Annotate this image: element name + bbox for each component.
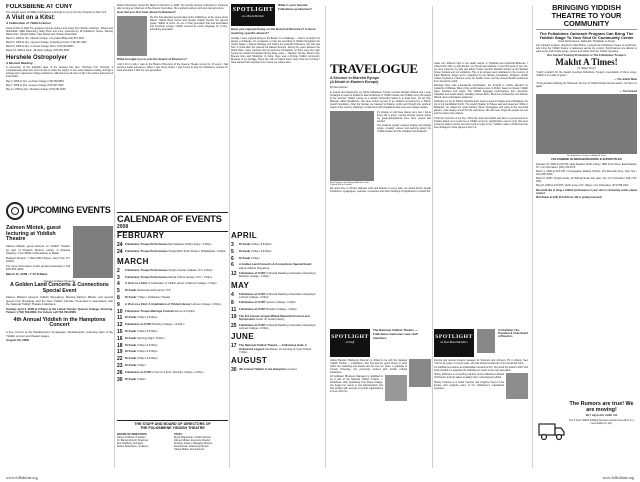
neighborhood-item: March 9, 2008 • Temple Avoda, 10 Hoffman Road, Fair Lawn, NJ • For information: (201) 797-9321 [536,177,637,184]
footer-url-right[interactable]: www.folkshtine.org [602,475,634,480]
travelogue-cont-body3: Following our trip to Poland, Danielle and I spent a week in Prague and at Budapest, the city of my grandfather's birth. The Jewish Quarter in Prague was well preserved. While in Budapest, we visited the great Dohány Street Synagogue and sang at the memorial garden. I was deeply moved by this experience. We will never forget the people we met and the stories they shared. [434,100,528,116]
travelogue-photo [330,111,374,181]
travelogue-cont-body: made very different trips to the death camps of Treblinka and Auschwitz-Birkenau. I visited them with my wife Rachel, her friends and relatives. In the third week of our visit, we were joined by my wife and fellow Troupe member Danielle Gordon at the Warsaw Singer Festival and our workshop. This is an annual event dedicated to the memory of Isaac Bashevis Singer and is organized by the Shalom Foundation. Krakow's Jewish Culture Festival is a famous venue for Jewish music, and the streets fill with performers from around the world. [434,62,528,83]
board-member: Harvey Hoffman, President [117,435,146,439]
kitsl-date: March 12, 2008 at 12pm • Brooklyn College (718) 951-5000 [6,49,70,53]
calendar-entry: 23 Di Kvakr 2:00pm [117,362,146,369]
kitsl-subtitle: A Celebration of Yiddish Humor [6,20,52,25]
calendar-entry: 2 Folksbiene Troupe Performance Temple Ansche, Flatlawn, NJ • 3:00pm [117,267,213,274]
staff-intro: The National Yiddish Theatre — Folksbiene welcomes new staff members. [373,328,419,340]
review-quote-1: "Joyful, ecstatic! For the Jewish American Folksbiene Troupe's presentation of these songs, Yiddish is in a state of grace." [536,71,637,78]
calendar-entry: 18 Di Kvakr 2:00pm & 8:00pm [117,342,158,349]
travelogue-body3: The students greatly enjoyed singing and playing songs, creating scenes and learning about the Yiddish theater and the traditions that shaped it. [377,123,431,133]
moving-announcement [538,402,635,468]
board-intro: Internal and special projects manager for Solomon and Johnson, PC in Albany, New York for six years. In recent years, she has worked as Director of the Fresh Aid Fund. [434,359,528,365]
calendar-entry: 5 Di Kvakr 2:00pm & 8:00pm [231,248,272,255]
outreach-title: BRINGING YIDDISH THEATRE TO YOUR COMMUNITY [551,4,622,28]
calendar-entry: 16 Di Kvakr Opening Night • 8:00pm [117,335,165,342]
travelogue-subtitle: A Klezmer in Mizrekh Eyrope [330,75,380,80]
neighborhood-heading: FOLKSBIENE IN NEIGHBORHOODS & SUPERTITLES [551,157,622,162]
upcoming-events-heading: UPCOMING EVENTS [6,200,113,222]
troupe-photo [536,94,637,154]
calendar-entry: 25 Folksbiene at CUNY A Musical Reading of Hershele Ostropolyer Lehman College • 2:00pm [231,322,316,330]
interview-q1: How did you first hear about Folksbiene? [117,10,176,15]
hershele-date: May 11, 2008 at 2pm • Brooklyn College (718) 951-5000 [6,87,66,91]
staff-bio-2: Jill Goldstein (Business Manager) is delighted to be a part of the National Yiddish Theatre — Folksbiene. After graduating from Ithaca College, she began her career in arts administration and has worked with several non-profit organizations in New York City. [330,375,383,394]
spotlight-new-board-banner: SPOTLIGHT on New Board Members [434,329,474,357]
golden-land-body: Zalmen Mlotek's Queens Yiddish Sing-along. Starring Zalmen Mlotek, and special guests from Broadway and the New Yiddish Chorale. Presented in association with the National Yiddish Theatre-Folksbiene. [6,295,113,307]
calendar-entry: 24 Folksbiene Troupe Performance East Meadow Public Library • 2:00pm [117,242,212,248]
board-member: Dr. Barnett Zumoff, Chairman [117,438,149,442]
queens-presents: Queens College Presents [43,278,76,283]
outreach-heading: The Folksbiene Outreach Program Can Bring The Yiddish Stage To Your Shul Or Community Center [539,30,634,40]
kitsl-body: Jacob & Moe to Dad! The greatest comedy routines and songs from Shelem Aleichem, Shtayn and Shacharitin, Mikkl Rosenberg, Molly Picon and more, presented by Di Folksbiene Troupe. Starring Rachel Tam, Hannah Gilbert, Kate Schaef and Christen Rosenblatt. [6,26,113,36]
calendar-entry: 24 Folksbiene Troupe Performance Temple Beth Torah Sholem, Philadelphia • 3:00pm [117,248,226,255]
kitsl-heading: A Visit on a Kitsl: [6,15,56,22]
column-outreach [536,4,637,470]
month-april: APRIL [231,231,257,240]
column-interview [117,4,228,470]
column-cuny [6,4,113,470]
travelogue-caption: Neal Gelman and Morgan Ahlsted at the Yiddish Ball in Krakow [330,181,369,187]
calendar-entry: 30 4th Annual Yiddish in the Hamptons Concert [231,367,297,374]
staff-member: Kimberly Kasten, Managing Director [174,441,213,445]
moving-body: The 3 level Yiddish building has been sold and we will be in a new location by July. [569,419,634,426]
board-bio-2: Shirley Robinson is a founding member of the Folksbiene's Board of Directors and has taken a leading role in development efforts. [434,373,504,380]
board-member: Eric Goldberg, Secretary [117,441,144,445]
kitsl-date: March 9, 2008 at 2pm • Lehman College, Bronx (718) 960-8833 [6,45,74,49]
travelogue-byline: By Neal Gelman [330,85,348,89]
calendar-entry: 30 Di Kvakr 2:00pm [117,376,146,383]
travelogue-title: TRAVELOGUE [330,61,418,76]
hershele-date: May 7, 2008 at 1pm • Queens College (718) 997-4646 [6,83,64,87]
calendar-entry: 26 Folksbiene at CUNY A Visit on a Kitsl • Brooklyn College • 2:00pm [117,369,204,376]
month-may: MAY [231,280,250,290]
travelogue-cont-body2: Although there was international participation, the Festival is mainly attended by residents of Warsaw. Many of the performances were in Polish, based on classic Yiddish plays, literature and songs. The Yiddish language performances from American, Canadian and Israeli artists, including Joanne Borts, Binyumen Schaechter and Zalmen Mlotek, drew enthusiastic audiences. [434,84,528,100]
column-travelogue [330,4,431,470]
outreach-heading-sub: Great Performances, Nationally, Worldwide, in-house! [558,40,615,44]
board-bio-1: Uri Kaufthal is a partner at a Manhattan investment firm. He joined the board in 2007 and looks forward to expanding the Folksbiene's reach to the next generation. [434,366,528,373]
cuny-title: FOLKSBIENE AT CUNY [6,4,73,10]
spotlight-question: Have you enjoyed being on the Board of Directors? Is there anything specific about it? [231,27,316,35]
outreach-body: Our outreach program, directed by Motl Didner, presents the Folksbiene Troupe of performers, who bring the Yiddish theatre to audiences across the country. Performances are tailored to each venue and include songs, scenes and stories from the Yiddish repertoire. [536,44,637,54]
month-february: FEBRUARY [117,231,165,240]
mlotek-photo [73,226,113,278]
calendar-entry: 8 Folksbiene at CUNY Queens College • 1:00pm [231,300,296,307]
staff-box-subtitle: THE FOLKSBIENE YIDDISH THEATRE [140,425,205,430]
calendar-entry: 5 Di Kvakr Rehearsal performance, NYC [117,288,172,295]
hershele-body: A reinvention of the delightful tales of the beloved folk hero, Hershele from Ostropol, a compassionate joker who uses his wits to outfox the mighty. In this newly adapted reading, through a strange twist, organizers of large institutions, staff and trees all come to life in the stories and panel of local artists. [6,66,113,79]
hershele-subtitle: A Musical Reading [6,60,33,65]
review-source-1: — The Jewish Week [614,78,637,82]
cuny-intro: This popular series of FREE performances is brought to you by the City University of New York. [6,11,107,15]
board-label: BOARD OF DIRECTORS [117,432,147,436]
calendar-entry: 12 Folksbiene at CUNY Brooklyn College • 12:00pm [117,322,185,329]
calendar-entry: 11 Di Kvakr 2:00pm & 8:00pm [117,315,158,322]
travelogue-body2: It's strange to visit these places as a Jew. I felt at times like a ghost, moving through streets where my great-grandparents once lived, prayed and worked. [377,110,431,123]
staff-member: Zalmen Mlotek, Executive Director [174,438,211,442]
neighborhood-item: March 2, 2008 at 3:00 PM • Congregation Rodeph Sholom, 410 Riverside Drive, New York • (212) 867-5300 [536,170,637,177]
calendar-entry: 19 Di Kvakr 2:00pm & 8:00pm [117,349,158,356]
troupe-caption: The Folksbiene Troupe in Makht A Times [566,154,607,157]
golden-land-date: Sunday, April 6, 2008 at 2:00pm at the Lefrak Theater, Queens College, Flushing. Tickets: (718) 793-8080. For tickets call 718-793-8080. [6,306,113,315]
truck-icon [538,420,566,442]
interview-a1: My wife had attended several plays at the Folksbiene, at the venue at the Ratner Yiddish Book Center and speaks Yiddish fluently. My parents spoke Yiddish at home. As one of that generation that was assimilated into American society, Yiddish seemed an exotic language for a forty-something generation. [150,15,228,31]
moving-heading: The Rumors are true! We are moving! [569,401,634,413]
board-member: Robert Rosenblum, Treasurer [117,444,149,448]
staff-member: Dina Rotman, Marketing Director [174,444,209,448]
column-spotlight-calendar [231,4,320,470]
calendar-entry: 9 A Visit on a Kitsl: A Celebration of Yiddish Humor Lehman College • 2:00pm [117,301,222,308]
staff-box-title: THE STAFF AND BOARD OF DIRECTORS OF [134,422,211,426]
travelogue-cont-body4: Of all the moments of our trip, I think the most memorable was when a young woman in Krakow asked us to teach her a Yiddish song her grandmother used to sing. We were excited to share it and to see how much it meant to her. Yiddish is alive in Poland and we feel privileged to have played a part in it. [434,116,528,129]
kitsl-dates [6,37,113,53]
travelogue-body: In August and September my fellow Folksbiene Troupe member Morgan Ahlsted and I were privileged to travel to Poland to lead workshops in Yiddish theatre and Yiddish song. We taught at the summer Yiddish course at a Jewish community based in a small town, not far from Warsaw, called Siedliszcze. We were invited as part of an initiative sponsored by a Polish-Jewish foundation. After the festival, we traveled to Krakow, Lublin and through the southern region of the country, stopping in small towns with populations that once were largely Jewish. [330,90,431,109]
month-august: AUGUST [231,356,268,366]
calendar-entry: 15 Di Kvakr 2:00pm & 8:00pm [117,328,158,335]
outreach-contact: Motl Didner at (212) 213-2120 ext. 202 or [email protected] [536,195,602,199]
staff-member: Chana Mlotek, Development [174,447,205,451]
moving-yiddish: Vu? vayn mir nokh nit. [585,413,618,418]
current-production-title: Makht A Times! [555,56,618,67]
mlotek-body: Zalmen Mlotek, guest lecturer on Yiddish Theatre as part of Rodeph Sholom series: A Musical Tapestry: From Bible to Broadway to Ballet. [6,244,70,255]
calendar-entry: 6 A Golden Land Concerts & Connections Special Event: Zalmen Mlotek Sing-along [231,262,313,270]
current-production-subtitle: (A Yiddish Time!) [577,67,596,71]
staff-member: Bryna Wasserman, Artistic Director [174,435,211,439]
kitsl-date: March 4, 2008 at 7pm • Baruch College, Long Island Bldg (212) 870-4000 [6,36,84,40]
mlotek-date: March 11, 2008 • 7:15-8:30pm [6,271,48,276]
staff-label: STAFF [174,432,183,436]
hamptons-body: A free concert at the Westhampton Synagogue, Westhampton, featuring stars of the Yiddish concert and theater stages. [6,330,113,338]
staff-bio-1: Ashley Bandler (Marketing Director) is thrilled to be with the National Yiddish Theatre — Folksbiene. She has had the good fortune to work within the marketing and theatre arts for over ten years. A graduate of Cornell University, she previously worked with Jewish cultural institutions. [330,359,407,374]
golden-land-heading: A Golden Land Concerts & Connections Special Event [10,282,109,294]
calendar-heading: CALENDAR OF EVENTS 2008 [117,212,228,232]
review-source-2: — The Forward [619,89,637,93]
spotlight-board-banner: SPOTLIGHT on a Board Member [231,4,275,26]
calendar-entry: 4 A Visit on a Kitsl: A Celebration of Yiddish Humor at Baruch College • 7:00pm [117,281,217,288]
mlotek-place: Rodeph Sholom, 7 West 83rd Street, New York, NY 10024 [6,255,70,264]
rosenblum-photo [117,16,147,56]
month-march: MARCH [117,256,149,266]
travelogue-subtitle2: (A Month in Eastern Europe) [330,80,379,85]
review-quote-2: "In the decades following the Holocaust, the loss of Yiddish theatre felt permanent. Yet here it is again." [536,82,637,89]
column-travelogue-cont [434,4,528,470]
interview-intro: Robert Rosenblum joined the Board of Directors in 2005. He recently became Folksbiene's Treasurer after serving as Chairman of the Finance Committee. He is actively raising a rich and visionary future. [117,4,228,10]
mar-list [117,269,228,383]
board-photo-2 [506,373,528,399]
spiral-ornament [6,202,24,220]
interview-q2: What brought you to join the Board of Directors? [117,56,187,61]
travelogue-body4: We spent time in Chmiel, Warsaw, Lodz and Krakow. In every town, we visited former Jewish institutions, synagogues, yeshivas, cemeteries and other buildings of significance to Jewish life. [330,187,431,194]
outreach-closing: We would like to bring a Yiddish performance to your shul or community center, please contact: [536,188,637,195]
staff-photo-1 [409,359,431,387]
neighborhood-item: February 24, 2008 at 2:00 PM • East Meadow Public Library, 1886 Front Street, East Meadow, NY • For information: (516) 794-2570 [536,162,637,169]
calendar-entry: 17 The National Yiddish Theatre — Folksbiene Gala: A Hollywood Legend Carl Reiner: An evening of music Tickets: 7:30pm [231,343,312,355]
calendar-entry: 3 Folksbiene Troupe Performance Ethical Culture Society, NYC • 7:00pm [117,274,213,281]
calendar-entry: 11 Folksbiene at CUNY Brooklyn College • 2:00pm [231,306,297,313]
mlotek-contact: For more information email: [email protected] or call 646-454-3030 [6,263,70,272]
calendar-entry: 12 Folksbiene at CUNY A Musical Reading of Hershele Ostropolyer Brooklyn College • 2:00pm [231,270,316,279]
mlotek-heading: Zalmen Mlotek, guest lecturing at Yiddish Theatre [6,225,61,243]
calendar-entry: 4 Folksbiene at CUNY A Musical Reading of Hershele Ostropolyer Lehman College • 2:00pm [231,291,316,300]
calendar-entry: 22 Di Kvakr 2:00pm & 8:00pm [117,356,158,363]
footer-url-left[interactable]: www.folkshtine.org [6,475,38,480]
calendar-entry: 10 Folksbiene Troupe Marriage Contract Dinner at 6:00pm [117,308,196,315]
month-june: JUNE [231,332,254,342]
feb-list [117,243,228,255]
interview-a2: I did it for my wife; I was on the Board of Directors of the Queens Theatre Center for 15 years. I had previous board experience. When I was newly invited, I was moved to help the Folksbiene continue its work and share it with the next generation. [117,62,228,72]
spotlight-answer: Actually, I have enjoyed being on the Board. It's a challenge — there's no depth, but always a challenge. It's a pleasure to help the spending of Yiddish throughout the United States. I believe Heritage and history are powerful influences. My wife was born in Cuba after her parents left Eastern Europe. During the years between the World Wars, many countries did not welcome immigrants, so there were five main centers for Jewish immigration during those years — Havana, Toronto, Mexico City, Buenos Aires and Shanghai. In Cuba, there was a thriving Yiddish community. Because of my heritage, where the roots of Castro drove many Jews out of Cuba, I have learned how important it is to keep our culture alive. [231,36,320,64]
staff-board-box [117,420,228,470]
favorite-production-box: What is your favorite Folksbiene production? [278,4,313,11]
board-photo-1 [477,329,495,353]
calendar-entry: 8 Di Kvakr 7:30pm • Folksbiene Theater [117,294,171,301]
hamptons-date: August 30, 2008 [6,338,29,343]
kitsl-date: March 5, 2008 at 1pm • Queens College, Kupferberg Center (718) 997-4646 [6,40,87,44]
board-member-1-name: Uri Kaufthal, Vice President & Chair Board of Directors [498,329,528,339]
current-production-label: Our Current Touring Production is The Folksbiene Troupe's [547,53,626,58]
spotlight-staff-banner: SPOTLIGHT on Staff [330,329,370,357]
hamptons-heading: 4th Annual Yiddish in the Hamptons Concert [13,316,106,329]
calendar-entry: 19 The 3rd Annual Joseph Mlotek Memorial Concert and Symposium Center for Jewish History [231,313,310,322]
calendar-entry: 3 Di Kvakr 2:00pm & 8:00pm [231,242,272,248]
calendar-entry: 6 Di Kvakr 2:00pm [231,255,260,262]
staff-photo-2 [385,375,407,401]
neighborhood-item: May 18, 2008 at 2:00 PM • North Jersey JCC, Wayne • For information: (973) 595-0100 [536,184,629,188]
hershele-heading: Hershele Ostropolyer [6,55,68,62]
board-bio-3: Shirley Federow is a board member and longtime friend of the theatre who supports many of the Folksbiene's educational programs. [434,380,504,390]
hershele-date: May 3, 2008 at 7pm • Lehman College (718) 960-8833 [6,79,64,83]
